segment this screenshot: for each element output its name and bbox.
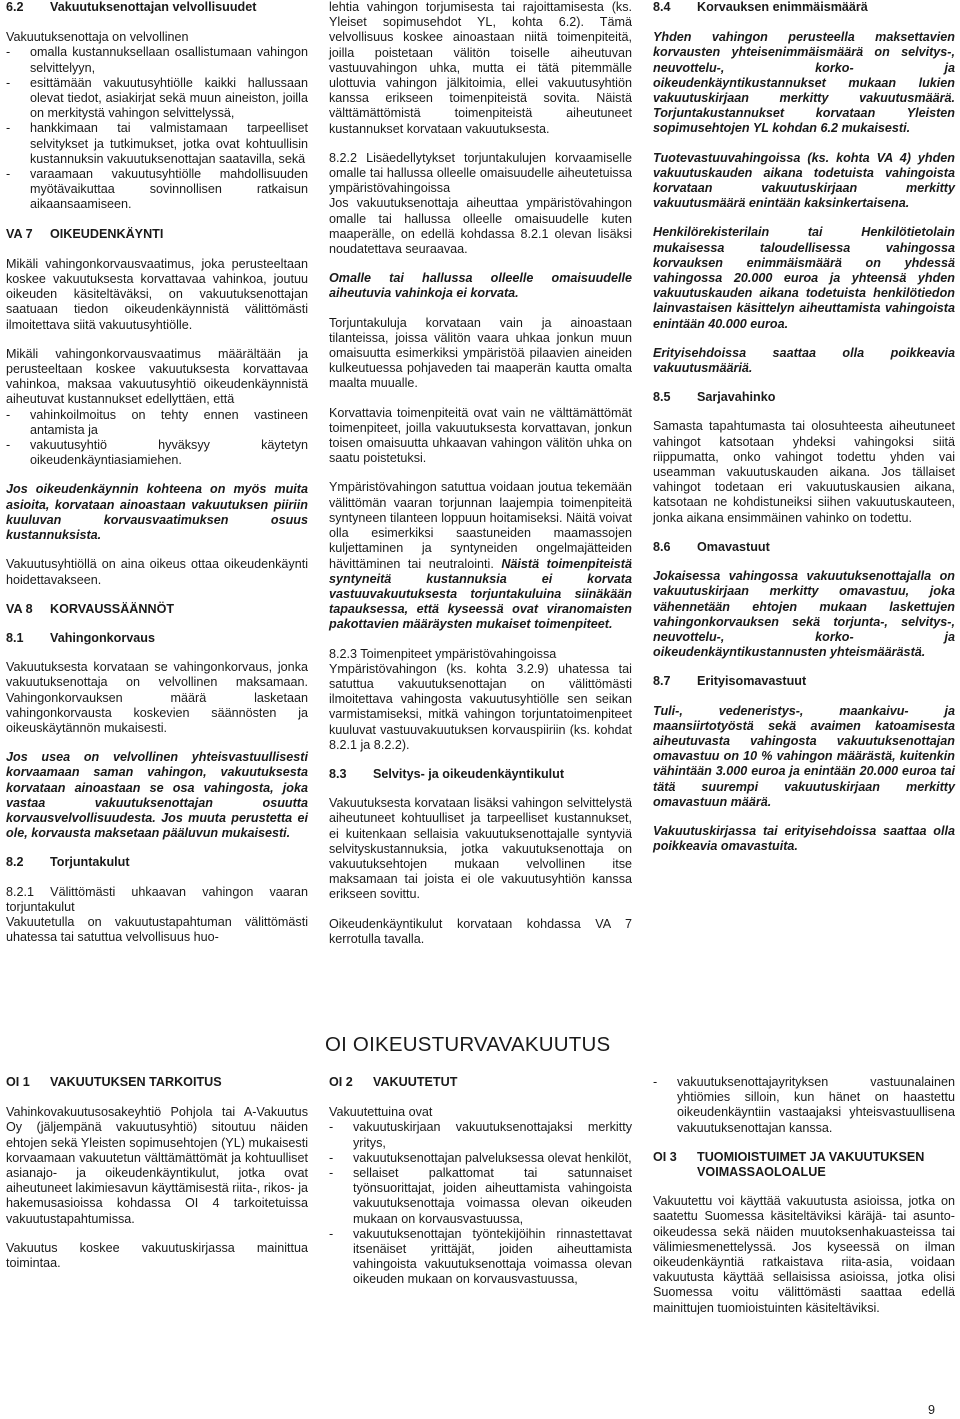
bottom-column-2 [329, 1075, 632, 1302]
list-item: - omalla kustannuksellaan osallistumaan vahingon selvittelyyn, [6, 45, 308, 75]
section-heading-8-4: 8.4 Korvauksen enimmäismäärä [653, 0, 868, 14]
paragraph: Vakuutettu voi käyttää vakuutusta asioissa, jotka on saatettu Suomessa käsiteltäviksi käräjä- tai asunto-oikeudessa sekä näiden muutoksenhakuasteissa tai välimiesmenettelyssä. Jos kyseessä on ilman oikeudenkäyntiä ratkaistava riita-asia, voidaan vakuutusta käyttää sellaisissa asioissa, jotka olisi Suomessa voitu välittömästi saattaa edellä mainittujen tuomioistuinten käsiteltäviksi. [653, 1194, 955, 1315]
section-heading-oi1: OI 1 VAKUUTUKSEN TARKOITUS [6, 1075, 222, 1089]
paragraph: Vakuutetulla on vakuutustapahtuman välittömästi uhatessa tai satuttua velvollisuus huo- [6, 914, 308, 945]
paragraph: Vahinkovakuutusosakeyhtiö Pohjola tai A-Vakuutus Oy (jäljempänä vakuutusyhtiö) sitoutuu näiden ehtojen sekä Yleisten sopimusehtojen (YL) mukaisesti korvaamaan vakuutetun välttämättömät ja kohtuulliset asianajo- ja oikeudenkäyntikulut, jotka ovat aiheutuneet lakimiesavun käyttämisestä riita-, rikos- ja hakemusasioissa kohdassa OI 4 tarkoitetuissa vakuutustapahtumissa. [6, 1105, 308, 1226]
section-heading-6-2 [6, 0, 308, 15]
column-3 [653, 0, 955, 868]
paragraph: lehtia vahingon torjumisesta tai rajoittamisesta (ks. Yleiset sopimusehdot YL, kohta 6.2). Tämä velvollisuus koskee ainoastaan niitä toimenpiteitä, joilla poistetaan välitön toiselle aiheutuvan vastuuvahingon uhka, mutta ei tätä pitemmälle ulottuvia vahingon jälkitoimia, ellei vakuutusyhtiön kanssa erikseen toimenpiteistä sovita. Näistä välttämättömistä toimenpiteistä aiheutuneet kustannukset korvataan vakuutuksesta. [329, 0, 632, 136]
paragraph: Korvattavia toimenpiteitä ovat vain ne välttämättömät toimenpiteet, joilla vakuutuksesta korvattavan, jonkun toisen omaisuutta uhkaavan vahingon välitön uhka on saatu poistetuksi. [329, 405, 632, 466]
list-6-2 [6, 45, 308, 212]
paragraph: Jos vakuutuksenottaja aiheuttaa ympäristövahingon omalle tai hallussa olleelle omaisuudelle kuten maaperälle, on edellä kohdassa 8.2.1 olevan lisäksi noudatettava seuraavaa. [329, 196, 632, 257]
paragraph-emphasis: Jokaisessa vahingossa vakuutuksenottajalla on vakuutuskirjaan merkitty omavastuu, joka vähennetään ehtojen mukaan laskettujen vahingonkorvauksen sekä torjunta-, selvitys-, neuvottelu-, korko- ja oikeudenkäyntikustannusten yhteismäärästä. [653, 569, 955, 660]
paragraph-emphasis: Henkilörekisterilain tai Henkilötietolain mukaisessa taloudellisessa vahingossa korvauksen enimmäismäärä on yhdessä vahingossa 20.000 euroa ja yhteensä yhden vakuutuskauden aikana todetuista henkilötiedon lainvastaisen käsittelyn aiheuttamista vahingoista enintään 40.000 euroa. [653, 225, 955, 331]
column-1 [6, 0, 308, 959]
paragraph-emphasis: Jos oikeudenkäynnin kohteena on myös muita asioita, korvataan ainoastaan vakuutuksen piiriin kuuluvan korvausvaatimuksen osuus kustannuksista. [6, 482, 308, 543]
section-heading-va8: VA 8 KORVAUSSÄÄNNÖT [6, 601, 175, 616]
list-item: - esittämään vakuutusyhtiölle kaikki hallussaan olevat tiedot, asiakirjat sekä muun aineiston, joilla on merkitystä vahingon selvittelyssä, [6, 75, 308, 121]
paragraph: Ympäristövahingon satuttua voidaan joutua tekemään välittömän vaaran torjunnan laajempia toimenpiteitä syntyneen tilanteen loppuun hoitamiseksi. Näitä voivat olla esimerkiksi saastuneiden maamassojen kuljettaminen ja syntyneiden ongelmajätteiden hävittäminen tai neutralointi. Näistä toimenpiteistä syntyneitä kustannuksia ei korvata vastuuvakuutuksesta torjuntakuluina siinäkään tapauksessa, että kyseessä ovat viranomaisten pakottavien määräysten mukaiset toimenpiteet. [329, 480, 632, 632]
section-heading-8-6: 8.6 Omavastuut [653, 539, 770, 554]
paragraph: Samasta tapahtumasta tai olosuhteesta aiheutuneet vahingot katsotaan yhdeksi vahingoksi siitä riippumatta, onko vahingot todettu yhden vai useamman vakuutuskauden aikana. Jos tällaiset vahingot todetaan eri vakuutuskausien aikana, katsotaan ne kohdistuneiksi siihen vakuutuskauteen, jonka aikana ensimmäinen vahinko on todettu. [653, 419, 955, 525]
section-heading-oi2: OI 2 VAKUUTETUT [329, 1075, 458, 1089]
column-2 [329, 0, 632, 961]
list-oi2-continued [653, 1075, 955, 1136]
paragraph: Oikeudenkäyntikulut korvataan kohdassa VA 7 kerrotulla tavalla. [329, 916, 632, 946]
section-heading-8-5: 8.5 Sarjavahinko [653, 390, 776, 405]
list-va7 [6, 408, 308, 469]
paragraph-emphasis: Erityisehdoissa saattaa olla poikkeavia vakuutusmääriä. [653, 345, 955, 376]
paragraph-emphasis: Omalle tai hallussa olleelle omaisuudelle aiheutuvia vahinkoja ei korvata. [329, 271, 632, 301]
paragraph: Mikäli vahingonkorvausvaatimus, joka perusteeltaan koskee vakuutuksesta korvattavaa vahinkoa, joutuu oikeuden käsiteltäväksi, on vakuutuksenottajan saatuaan tiedon oikeudenkäynnistä välittömästi ilmoitettava siitä vakuutusyhtiölle. [6, 256, 308, 332]
list-item: - sellaiset palkattomat tai satunnaiset työnsuorittajat, joiden aiheuttamista vahingoista vakuutuksenottaja voimassa olevan oikeuden mukaan on korvausvastuussa, [329, 1166, 632, 1226]
paragraph-emphasis: Jos usea on velvollinen yhteisvastuullisesti korvaamaan saman vahingon, vakuutuksesta korvataan ainoastaan se osa vahingosta, joka vastaa vakuutuksenottajan osuutta korvausvelvollisuudesta. Jos muuta perustetta ei ole, korvausta maksetaan pääluvun mukaisesti. [6, 750, 308, 841]
paragraph-emphasis: Tuotevastuuvahingoissa (ks. kohta VA 4) yhden vakuutuskauden aikana todetuista vahingoista korvataan vakuutuskirjaan merkitty vakuutusmäärä enintään kaksinkertaisena. [653, 150, 955, 211]
list-item: - vakuutuksenottajayrityksen vastuunalainen yhtiömies silloin, kun hänet on haastettu oikeudenkäyntiin vastaajaksi yhteisvastuullisena vakuutuksenottajan kanssa. [653, 1075, 955, 1135]
list-item: - vakuutuksenottajan työntekijöihin rinnastettavat itsenäiset yrittäjät, joiden aiheuttamista vahingoista vakuutuksenottaja voimassa olevan oikeuden mukaan on korvausvastuussa, [329, 1226, 632, 1287]
bottom-column-1 [6, 1075, 308, 1285]
paragraph: Vakuutus koskee vakuutuskirjassa mainittua toimintaa. [6, 1240, 308, 1271]
list-item: - varaamaan vakuutusyhtiölle mahdollisuuden myötävaikuttaa sovinnollisen ratkaisun aikaansaamiseen. [6, 167, 308, 212]
list-item: - vakuutusyhtiö hyväksyy käytetyn oikeudenkäyntiasiamiehen. [6, 438, 308, 468]
page-number: 9 [928, 1403, 936, 1417]
bottom-column-3 [653, 1075, 955, 1330]
list-item: - vakuutuksenottajan palveluksessa olevat henkilöt, [329, 1150, 632, 1165]
list-oi2 [329, 1120, 632, 1287]
section-heading-8-7: 8.7 Erityisomavastuut [653, 674, 807, 689]
section-title: Vakuutuksenottajan velvollisuudet [50, 0, 257, 14]
paragraph-emphasis: Tuli-, vedeneristys-, maankaivu- ja maansiirtotyöstä sekä avaimen katoamisesta aiheutuvasta vahingosta vakuutuksenottajan omavastuu on 10 % vahingon määrästä, kuitenkin vähintään 3.000 euroa ja enintään 20.000 euroa tai tätä suurempi vakuutuskirjaan merkitty omavastuun määrä. [653, 703, 955, 809]
list-item: - vakuutuskirjaan vakuutuksenottajaksi merkitty yritys, [329, 1120, 632, 1150]
paragraph: Vakuutuksenottaja on velvollinen [6, 30, 189, 45]
section-heading-8-3: 8.3 Selvitys- ja oikeudenkäyntikulut [329, 766, 565, 781]
paragraph: 8.2.3 Toimenpiteet ympäristövahingoissa [329, 646, 557, 661]
paragraph-emphasis: Vakuutuskirjassa tai erityisehdoissa saattaa olla poikkeavia omavastuita. [653, 823, 955, 854]
section-heading-oi3: OI 3 TUOMIOISTUIMET JA VAKUUTUKSEN VOIMASSAOLOALUE [653, 1149, 925, 1180]
paragraph: Vakuutuksesta korvataan lisäksi vahingon selvittelystä aiheutuneet kohtuulliset ja tarpeelliset kustannukset, ei kuitenkaan sellaisia vakuutuksenottajalle syntyviä selvityskustannuksia, jotka vakuutuksenottaja on vakuutuksehtojen mukaan velvollinen itse maksamaan tai joista ei ole vakuutusyhtiön kanssa erikseen sovittu. [329, 796, 632, 902]
paragraph-emphasis: Yhden vahingon perusteella maksettavien korvausten yhteisenimmäismäärä on selvitys-, neuvottelu-, korko- ja oikeudenkäyntikustannukset mukaan lukien vakuutuskirjaan merkitty vakuutusmäärä. Torjuntakustannukset korvataan Yleisten sopimusehtojen YL kohdan 6.2 mukaisesti. [653, 30, 955, 136]
paragraph: Vakuutuksesta korvataan se vahingonkorvaus, jonka vakuutuksenottaja on velvollinen maksamaan. Vahingonkorvauksen määrä lasketaan vahingonkorvausta koskevien säännösten ja oikeuskäytännön mukaisesti. [6, 660, 308, 735]
list-item: - hankkimaan tai valmistamaan tarpeelliset selvitykset ja tutkimukset, jotka ovat kohtuullisin kustannuksin vakuutuksenottajan saatavilla, sekä [6, 121, 308, 166]
paragraph: Vakuutusyhtiöllä on aina oikeus ottaa oikeudenkäynti hoidettavakseen. [6, 557, 308, 587]
section-heading-8-1: 8.1 Vahingonkorvaus [6, 630, 155, 645]
paragraph: Torjuntakuluja korvataan vain ja ainoastaan tilanteissa, joissa välitön vaara uhkaa jonkun muun omaisuutta esimerkiksi ympäristöä pilaavien aineiden kulkeutuessa pohjaveden tai maaperän kautta omalta maalta muualle. [329, 315, 632, 391]
paragraph: 8.2.2 Lisäedellytykset torjuntakulujen korvaamiselle omalle tai hallussa olleelle omaisuudelle aiheutetuissa ympäristövahingoissa [329, 150, 632, 196]
section-heading-va7: VA 7 OIKEUDENKÄYNTI [6, 226, 164, 241]
paragraph: Vakuutettuina ovat [329, 1105, 433, 1120]
section-number: 6.2 [6, 0, 24, 14]
list-item: - vahinkoilmoitus on tehty ennen vastineen antamista ja [6, 407, 308, 437]
paragraph: Mikäli vahingonkorvausvaatimus määrältään ja perusteeltaan koskee vakuutuksesta korvattavaa vahinkoa, maksaa vakuutusyhtiö oikeudenkäynnistä aiheutuvat kustannukset edellyttäen, että [6, 346, 308, 407]
paragraph: 8.2.1 Välittömästi uhkaavan vahingon vaaran torjuntakulut [6, 884, 308, 914]
document-section-title: OI OIKEUSTURVAVAKUUTUS [325, 1033, 611, 1056]
paragraph: Ympäristövahingon (ks. kohta 3.2.9) uhatessa tai satuttua vakuutuksenottajan on välittömästi ilmoitettava vahingosta vakuutusyhtiölle sen seikan varmistamiseksi, mitkä vahingon torjuntatoimenpiteet kuuluvat vastuuvakuutuksen korvauspiiriin (ks. kohdat 8.2.1 ja 8.2.2). [329, 661, 632, 752]
section-heading-8-2: 8.2 Torjuntakulut [6, 855, 130, 870]
